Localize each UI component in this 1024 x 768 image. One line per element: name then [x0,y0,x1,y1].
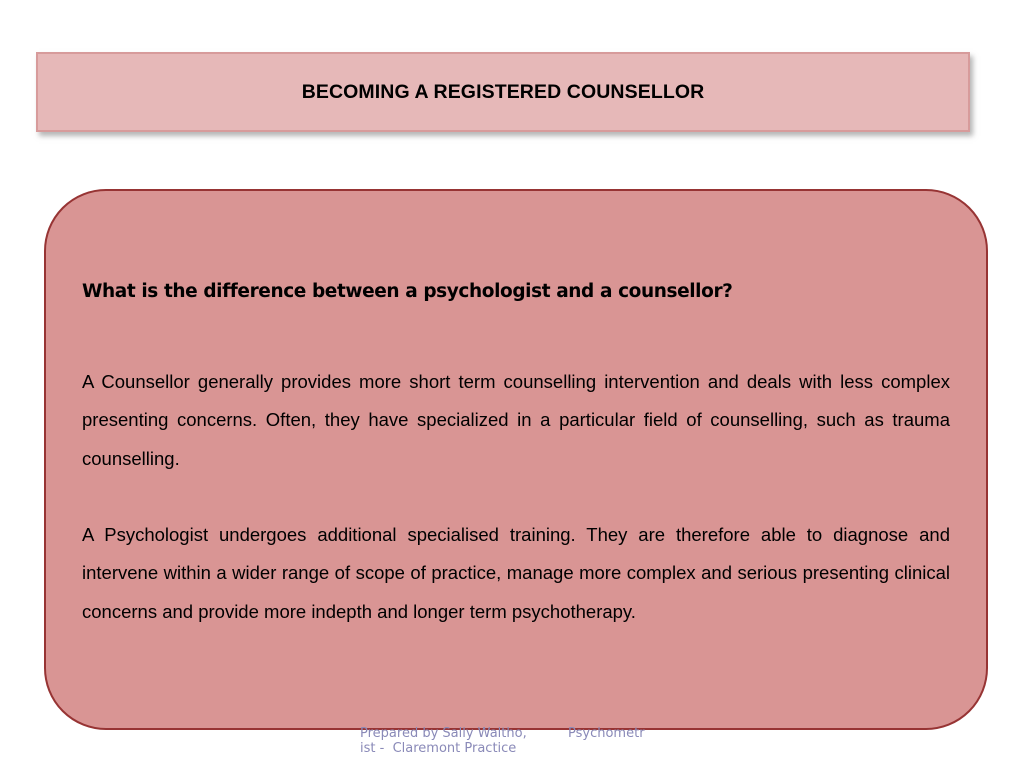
counsellor-paragraph: A Counsellor generally provides more short term counselling intervention and deals with less complex presenting concerns. Often, they have specialized in a particular field of counselling, such as trauma counselling. [82,371,950,469]
title-banner [36,52,970,132]
footer-text [360,726,670,756]
footer-line-2: ist - Claremont Practice [360,741,517,756]
psychologist-paragraph: A Psychologist undergoes additional specialised training. They are therefore able to diagnose and intervene within a wider range of scope of practice, manage more complex and serious presenting clinical concerns and provide more indepth and longer term psychotherapy. [82,524,950,622]
question-heading: What is the difference between a psychologist and a counsellor? [82,281,733,302]
footer-line-1: Prepared by Sally Waltho, Psychometr [360,726,645,741]
content-card [44,189,988,730]
slide-title: BECOMING A REGISTERED COUNSELLOR [301,80,705,103]
